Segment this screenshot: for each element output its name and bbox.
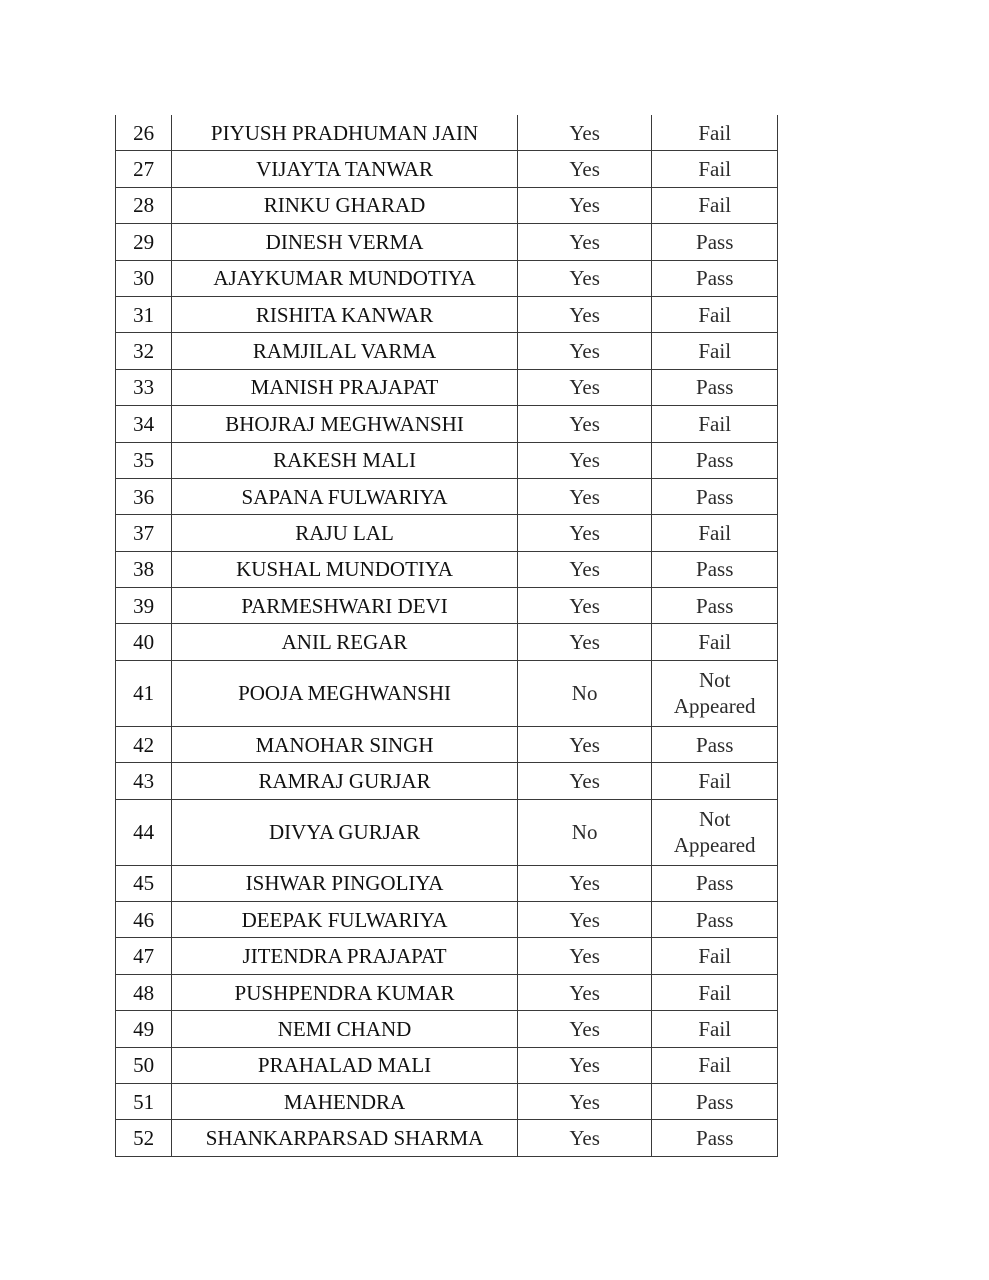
result-cell: Pass [652, 726, 778, 762]
serial-number-cell: 48 [116, 974, 172, 1010]
table-row [116, 224, 778, 260]
candidate-name-cell: KUSHAL MUNDOTIYA [172, 551, 518, 587]
serial-number-cell: 32 [116, 333, 172, 369]
result-cell: Pass [652, 260, 778, 296]
table-row [116, 333, 778, 369]
result-cell: Pass [652, 902, 778, 938]
result-cell: Pass [652, 1083, 778, 1119]
result-cell: Fail [652, 763, 778, 799]
candidate-name-cell: RINKU GHARAD [172, 187, 518, 223]
appeared-status-cell: Yes [517, 406, 652, 442]
result-cell: Not Appeared [652, 799, 778, 865]
appeared-status-cell: Yes [517, 260, 652, 296]
serial-number-cell: 52 [116, 1120, 172, 1156]
result-cell: Fail [652, 406, 778, 442]
results-table-body [116, 115, 778, 1156]
result-cell: Pass [652, 478, 778, 514]
candidate-name-cell: VIJAYTA TANWAR [172, 151, 518, 187]
table-row [116, 865, 778, 901]
table-row [116, 763, 778, 799]
appeared-status-cell: Yes [517, 369, 652, 405]
result-cell: Pass [652, 369, 778, 405]
candidate-name-cell: MANISH PRAJAPAT [172, 369, 518, 405]
appeared-status-cell: Yes [517, 1011, 652, 1047]
candidate-name-cell: DIVYA GURJAR [172, 799, 518, 865]
candidate-name-cell: PARMESHWARI DEVI [172, 588, 518, 624]
appeared-status-cell: Yes [517, 442, 652, 478]
serial-number-cell: 43 [116, 763, 172, 799]
serial-number-cell: 34 [116, 406, 172, 442]
candidate-name-cell: SAPANA FULWARIYA [172, 478, 518, 514]
result-cell: Fail [652, 938, 778, 974]
appeared-status-cell: Yes [517, 865, 652, 901]
candidate-name-cell: PIYUSH PRADHUMAN JAIN [172, 115, 518, 151]
appeared-status-cell: Yes [517, 1047, 652, 1083]
serial-number-cell: 31 [116, 296, 172, 332]
table-row [116, 260, 778, 296]
candidate-name-cell: MANOHAR SINGH [172, 726, 518, 762]
serial-number-cell: 47 [116, 938, 172, 974]
table-row [116, 799, 778, 865]
appeared-status-cell: Yes [517, 333, 652, 369]
table-row [116, 1083, 778, 1119]
candidate-name-cell: RISHITA KANWAR [172, 296, 518, 332]
serial-number-cell: 26 [116, 115, 172, 151]
table-row [116, 938, 778, 974]
serial-number-cell: 39 [116, 588, 172, 624]
table-row [116, 660, 778, 726]
table-row [116, 406, 778, 442]
serial-number-cell: 35 [116, 442, 172, 478]
table-row [116, 588, 778, 624]
appeared-status-cell: Yes [517, 115, 652, 151]
appeared-status-cell: No [517, 660, 652, 726]
candidate-name-cell: RAJU LAL [172, 515, 518, 551]
appeared-status-cell: Yes [517, 1120, 652, 1156]
table-row [116, 478, 778, 514]
serial-number-cell: 42 [116, 726, 172, 762]
serial-number-cell: 27 [116, 151, 172, 187]
result-cell: Fail [652, 515, 778, 551]
result-cell: Fail [652, 333, 778, 369]
serial-number-cell: 49 [116, 1011, 172, 1047]
candidate-name-cell: RAKESH MALI [172, 442, 518, 478]
table-row [116, 1120, 778, 1156]
candidate-name-cell: PRAHALAD MALI [172, 1047, 518, 1083]
result-cell: Fail [652, 187, 778, 223]
appeared-status-cell: No [517, 799, 652, 865]
candidate-name-cell: SHANKARPARSAD SHARMA [172, 1120, 518, 1156]
results-table [115, 115, 778, 1157]
candidate-name-cell: DINESH VERMA [172, 224, 518, 260]
serial-number-cell: 33 [116, 369, 172, 405]
result-cell: Fail [652, 1047, 778, 1083]
serial-number-cell: 50 [116, 1047, 172, 1083]
appeared-status-cell: Yes [517, 1083, 652, 1119]
appeared-status-cell: Yes [517, 763, 652, 799]
table-row [116, 115, 778, 151]
serial-number-cell: 45 [116, 865, 172, 901]
appeared-status-cell: Yes [517, 938, 652, 974]
serial-number-cell: 46 [116, 902, 172, 938]
appeared-status-cell: Yes [517, 588, 652, 624]
appeared-status-cell: Yes [517, 551, 652, 587]
table-row [116, 551, 778, 587]
appeared-status-cell: Yes [517, 902, 652, 938]
appeared-status-cell: Yes [517, 478, 652, 514]
table-row [116, 187, 778, 223]
appeared-status-cell: Yes [517, 726, 652, 762]
table-row [116, 296, 778, 332]
serial-number-cell: 28 [116, 187, 172, 223]
candidate-name-cell: BHOJRAJ MEGHWANSHI [172, 406, 518, 442]
serial-number-cell: 30 [116, 260, 172, 296]
result-cell: Pass [652, 442, 778, 478]
table-row [116, 151, 778, 187]
serial-number-cell: 37 [116, 515, 172, 551]
result-cell: Pass [652, 224, 778, 260]
serial-number-cell: 44 [116, 799, 172, 865]
candidate-name-cell: MAHENDRA [172, 1083, 518, 1119]
serial-number-cell: 51 [116, 1083, 172, 1119]
serial-number-cell: 36 [116, 478, 172, 514]
appeared-status-cell: Yes [517, 187, 652, 223]
table-row [116, 515, 778, 551]
appeared-status-cell: Yes [517, 974, 652, 1010]
candidate-name-cell: NEMI CHAND [172, 1011, 518, 1047]
candidate-name-cell: ISHWAR PINGOLIYA [172, 865, 518, 901]
serial-number-cell: 29 [116, 224, 172, 260]
candidate-name-cell: JITENDRA PRAJAPAT [172, 938, 518, 974]
table-row [116, 624, 778, 660]
serial-number-cell: 41 [116, 660, 172, 726]
table-row [116, 1011, 778, 1047]
result-cell: Pass [652, 551, 778, 587]
table-row [116, 369, 778, 405]
appeared-status-cell: Yes [517, 296, 652, 332]
appeared-status-cell: Yes [517, 224, 652, 260]
candidate-name-cell: PUSHPENDRA KUMAR [172, 974, 518, 1010]
appeared-status-cell: Yes [517, 515, 652, 551]
result-cell: Fail [652, 974, 778, 1010]
table-row [116, 974, 778, 1010]
candidate-name-cell: DEEPAK FULWARIYA [172, 902, 518, 938]
appeared-status-cell: Yes [517, 624, 652, 660]
result-cell: Fail [652, 296, 778, 332]
serial-number-cell: 40 [116, 624, 172, 660]
result-cell: Pass [652, 865, 778, 901]
candidate-name-cell: RAMJILAL VARMA [172, 333, 518, 369]
result-cell: Fail [652, 1011, 778, 1047]
result-cell: Pass [652, 588, 778, 624]
table-row [116, 1047, 778, 1083]
table-row [116, 726, 778, 762]
serial-number-cell: 38 [116, 551, 172, 587]
result-cell: Fail [652, 151, 778, 187]
result-cell: Pass [652, 1120, 778, 1156]
result-cell: Fail [652, 115, 778, 151]
result-cell: Not Appeared [652, 660, 778, 726]
appeared-status-cell: Yes [517, 151, 652, 187]
table-row [116, 902, 778, 938]
result-cell: Fail [652, 624, 778, 660]
candidate-name-cell: POOJA MEGHWANSHI [172, 660, 518, 726]
candidate-name-cell: ANIL REGAR [172, 624, 518, 660]
candidate-name-cell: RAMRAJ GURJAR [172, 763, 518, 799]
table-row [116, 442, 778, 478]
candidate-name-cell: AJAYKUMAR MUNDOTIYA [172, 260, 518, 296]
